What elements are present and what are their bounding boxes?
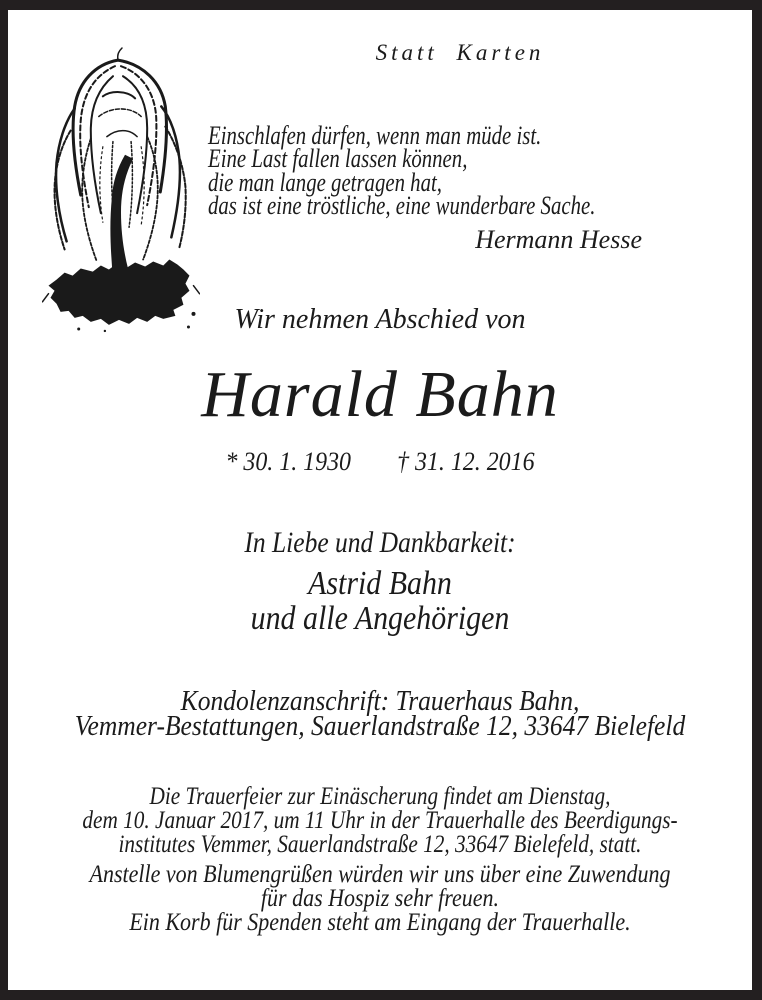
funeral-line: dem 10. Januar 2017, um 11 Uhr in der Trauerhalle des Beerdigungs-: [82, 807, 678, 834]
death-date: † 31. 12. 2016: [397, 447, 535, 476]
poem-line: das ist eine tröstliche, eine wunderbare Sache.: [208, 191, 596, 221]
funeral-info: [64, 785, 696, 857]
intro-line: Wir nehmen Abschied von: [234, 304, 526, 335]
condolence-address: [53, 685, 708, 742]
condolence-line: Kondolenzanschrift: Trauerhaus Bahn,: [180, 685, 580, 717]
funeral-line: Die Trauerfeier zur Einäscherung findet am Dienstag,: [149, 783, 611, 810]
notice-content: [8, 10, 752, 990]
deceased-name: Harald Bahn: [201, 358, 559, 431]
birth-date: * 30. 1. 1930: [225, 447, 352, 476]
farewell-heading: In Liebe und Dankbarkeit:: [244, 526, 516, 559]
condolence-line: Vemmer-Bestattungen, Sauerlandstraße 12, 33647 Bielefeld: [74, 710, 686, 742]
poem-line: die man lange getragen hat,: [208, 167, 442, 197]
donation-line: für das Hospiz sehr freuen.: [260, 885, 500, 912]
poem-line: Einschlafen dürfen, wenn man müde ist.: [208, 121, 542, 150]
life-dates: [38, 447, 722, 477]
donation-line: Anstelle von Blumengrüßen würden wir uns über eine Zuwendung: [89, 861, 671, 888]
poem-author: Hermann Hesse: [475, 225, 642, 254]
poem-quote: [208, 121, 596, 221]
weeping-willow-tree-icon: [42, 46, 200, 334]
header-statt-karten: Statt Karten: [375, 40, 545, 65]
mourners-rest: und alle Angehörigen: [250, 600, 510, 637]
donation-info: [53, 863, 708, 935]
mourner-name: Astrid Bahn: [308, 565, 452, 602]
donation-line: Ein Korb für Spenden steht am Eingang der Trauerhalle.: [129, 909, 631, 936]
poem-line: Eine Last fallen lassen können,: [208, 144, 468, 174]
funeral-line: institutes Vemmer, Sauerlandstraße 12, 33647 Bielefeld, statt.: [118, 831, 642, 858]
